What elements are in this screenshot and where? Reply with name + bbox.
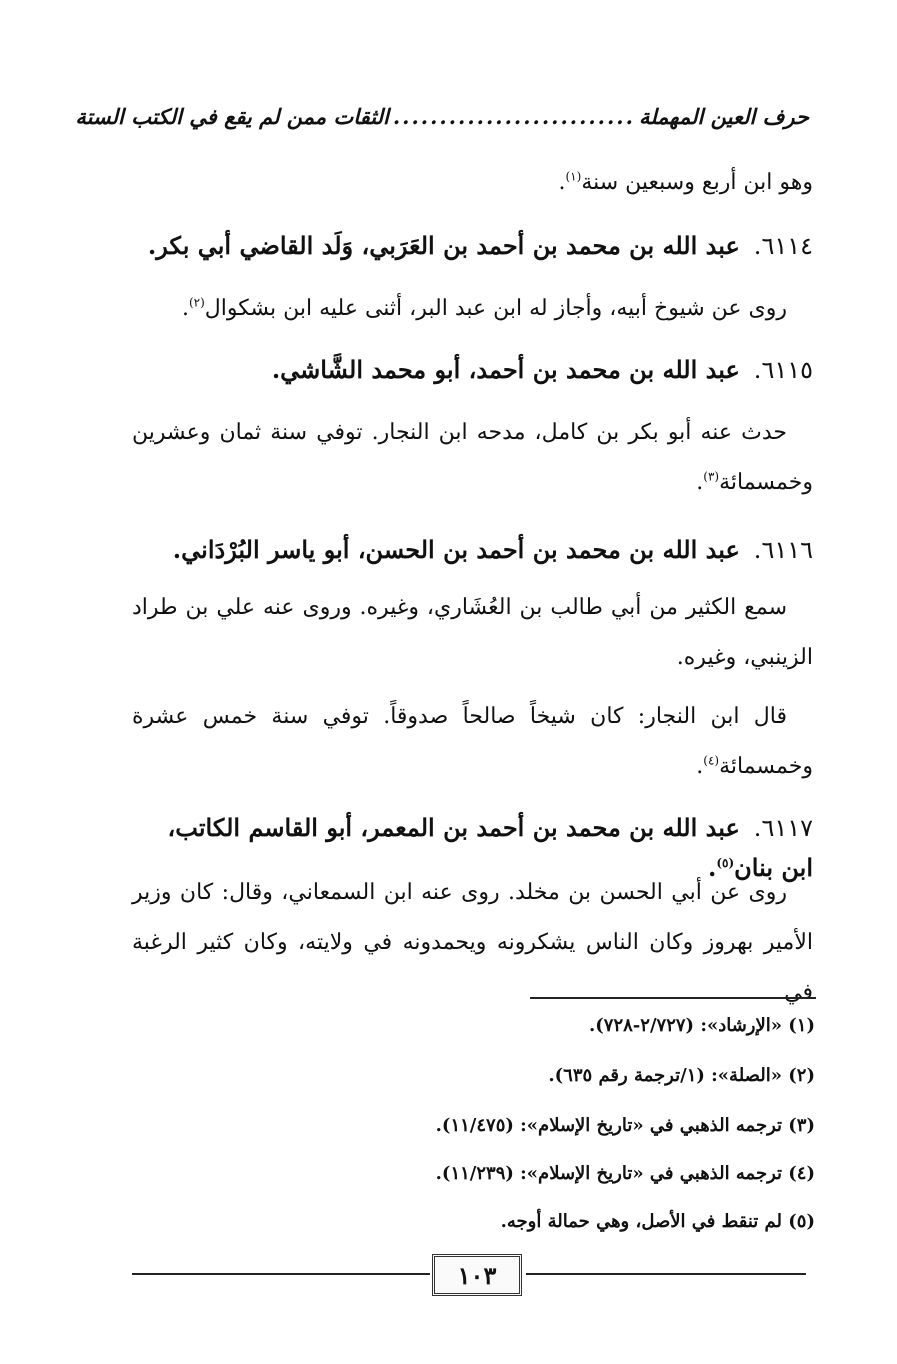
footnote: (١) «الإرشاد»: (٢/٧٢٧-٧٢٨). <box>588 1015 815 1036</box>
footnote: (٣) ترجمه الذهبي في «تاريخ الإسلام»: (١١/٤٧٥). <box>435 1115 815 1136</box>
entry-number: ٦١١٧. <box>753 814 813 842</box>
footnote-separator <box>530 997 816 999</box>
entry-number: ٦١١٥. <box>753 356 813 384</box>
continuation-text: وهو ابن أربع وسبعين سنة$^{(١)}$. <box>558 169 813 195</box>
footnote: (٥) لم تنقط في الأصل، وهي حمالة أوجه. <box>500 1211 815 1232</box>
header-dots: .......................... <box>392 104 635 129</box>
footnote-marker: (٥) <box>716 856 735 870</box>
entry-paragraph: حدث عنه أبو بكر بن كامل، مدحه ابن النجار. توفي سنة ثمان وعشرين وخمسمائة$^{(٣)}$. <box>132 420 813 495</box>
entry-paragraph: روى عن شيوخ أبيه، وأجاز له ابن عبد البر، أثنى عليه ابن بشكوال$^{(٢)}$. <box>181 295 787 321</box>
entry-name: عبد الله بن محمد بن أحمد بن الحسن، أبو ياسر البُرْدَاني. <box>172 535 740 564</box>
footnote-marker: (٢) <box>188 295 205 310</box>
footer-rule <box>132 1273 430 1275</box>
entry-name: عبد الله بن محمد بن أحمد بن العَرَبي، وَلَد القاضي أبي بكر. <box>147 231 740 260</box>
book-title: الثقات ممن لم يقع في الكتب الستة <box>75 104 389 129</box>
entry-heading <box>132 226 813 266</box>
footnote-marker: (١) <box>565 169 582 184</box>
footer-rule <box>526 1273 806 1275</box>
entry-paragraph: قال ابن النجار: كان شيخاً صالحاً صدوقاً. توفي سنة خمس عشرة وخمسمائة$^{(٤)}$. <box>132 704 813 779</box>
footnote-marker: (٣) <box>703 469 720 484</box>
entry-paragraph: سمع الكثير من أبي طالب بن العُشَاري، وغيره. وروى عنه علي بن طراد الزينبي، وغيره. <box>132 595 813 670</box>
entry-number: ٦١١٦. <box>753 536 813 564</box>
entry-heading <box>132 350 813 390</box>
entry-name: عبد الله بن محمد بن أحمد بن المعمر، أبو القاسم الكاتب، ابن بنان <box>167 813 813 882</box>
entry-heading: ٦١١٧.عبد الله بن محمد بن أحمد بن المعمر، أبو القاسم الكاتب، ابن بنان$^{(٥)}$. <box>167 813 813 882</box>
footnote: (٤) ترجمه الذهبي في «تاريخ الإسلام»: (١١/٢٣٩). <box>435 1163 815 1184</box>
footnote-marker: (٤) <box>703 753 720 768</box>
entry-number: ٦١١٤. <box>753 232 813 260</box>
footnote: (٢) «الصلة»: (١/ترجمة رقم ٦٣٥). <box>548 1065 815 1086</box>
entry-paragraph: روى عن أبي الحسن بن مخلد. روى عنه ابن السمعاني، وقال: كان وزير الأمير بهروز وكان الناس يشكرونه ويحمدونه في ولايته، وكان كثير الرغبة في <box>132 880 813 1005</box>
entry-heading <box>132 530 813 570</box>
chapter-title: حرف العين المهملة <box>638 104 809 129</box>
running-header <box>75 104 809 129</box>
page-number: ١٠٣ <box>432 1254 522 1296</box>
entry-name: عبد الله بن محمد بن أحمد، أبو محمد الشَّاشي. <box>271 355 740 384</box>
